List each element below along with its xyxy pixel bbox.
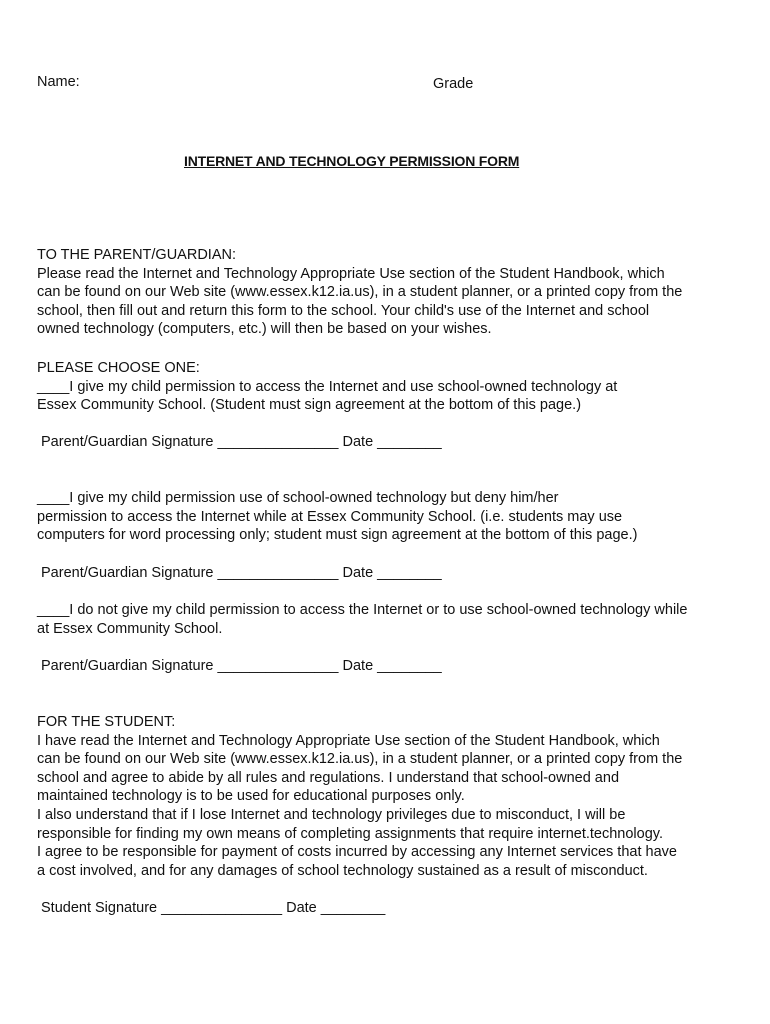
grade-label: Grade <box>433 76 474 92</box>
student-section-line: maintained technology is to be used for educational purposes only. <box>37 788 465 805</box>
option-1 <box>37 359 737 415</box>
student-section-line: responsible for finding my own means of completing assignments that require internet.technology. <box>37 825 663 842</box>
option-1-signature-line: Parent/Guardian Signature _______________ Date ________ <box>41 434 442 450</box>
parent-section-line: can be found on our Web site (www.essex.k12.ia.us), in a student planner, or a printed copy from the <box>37 284 683 301</box>
choose-heading: PLEASE CHOOSE ONE: <box>37 360 200 376</box>
parent-section-line: school, then fill out and return this form to the school. Your child's use of the Internet and school <box>37 302 650 319</box>
student-section-line: can be found on our Web site (www.essex.k12.ia.us), in a student planner, or a printed copy from the <box>37 751 683 768</box>
option-3-line: ____I do not give my child permission to access the Internet or to use school-owned technology while <box>37 602 688 618</box>
student-section-line: I agree to be responsible for payment of costs incurred by accessing any Internet services that have <box>37 844 677 861</box>
student-section-line: a cost involved, and for any damages of school technology sustained as a result of misconduct. <box>37 862 648 879</box>
option-2-line: computers for word processing only; student must sign agreement at the bottom of this page.) <box>37 527 638 544</box>
student-section-line: I also understand that if I lose Internet and technology privileges due to misconduct, I will be <box>37 806 626 823</box>
student-section <box>37 713 737 880</box>
option-2 <box>37 489 737 545</box>
option-2-signature-line: Parent/Guardian Signature _______________ Date ________ <box>41 565 442 581</box>
parent-section <box>37 246 737 339</box>
parent-section-heading: TO THE PARENT/GUARDIAN: <box>37 247 236 263</box>
parent-section-line: owned technology (computers, etc.) will then be based on your wishes. <box>37 321 492 338</box>
option-1-line: Essex Community School. (Student must sign agreement at the bottom of this page.) <box>37 397 582 414</box>
form-title: INTERNET AND TECHNOLOGY PERMISSION FORM <box>184 153 520 169</box>
student-section-heading: FOR THE STUDENT: <box>37 714 176 730</box>
parent-section-line: Please read the Internet and Technology Appropriate Use section of the Student Handbook, which <box>37 265 665 282</box>
option-3-line: at Essex Community School. <box>37 620 223 637</box>
name-label: Name: <box>37 74 80 90</box>
option-2-line: permission to access the Internet while at Essex Community School. (i.e. students may use <box>37 508 623 525</box>
option-2-line: ____I give my child permission use of school-owned technology but deny him/her <box>37 490 559 506</box>
option-3 <box>37 601 737 638</box>
option-3-signature-line: Parent/Guardian Signature _______________ Date ________ <box>41 658 442 674</box>
student-signature-line: Student Signature _______________ Date ________ <box>41 900 386 916</box>
option-1-line: ____I give my child permission to access the Internet and use school-owned technology at <box>37 378 618 395</box>
student-section-line: school and agree to abide by all rules and regulations. I understand that school-owned and <box>37 769 620 786</box>
student-section-line: I have read the Internet and Technology Appropriate Use section of the Student Handbook, which <box>37 732 660 749</box>
